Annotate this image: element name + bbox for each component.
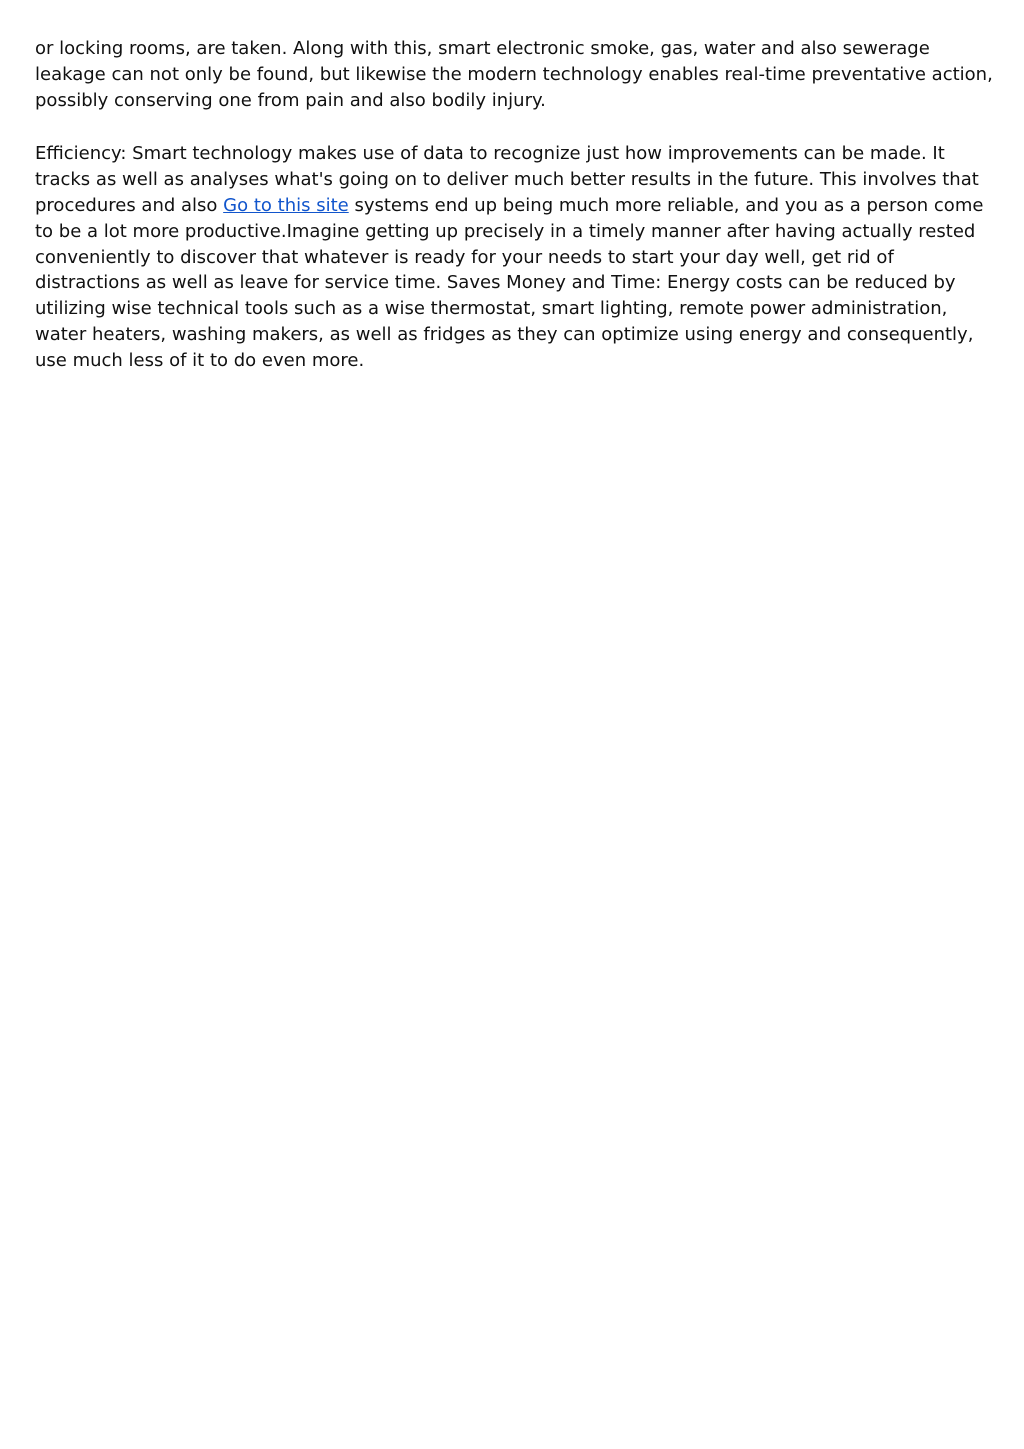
go-to-this-site-link[interactable]: Go to this site [223, 194, 349, 216]
paragraph-safety-text: or locking rooms, are taken. Along with this, smart electronic smoke, gas, water and also sewerage leakage can not only be found, but likewise the modern technology enables real-time preventative action, possibly conserving one from pain and also bodily injury. [35, 38, 993, 111]
paragraph-efficiency-text-after-link: systems end up being much more reliable, and you as a person come to be a lot more productive.Imagine getting up precisely in a timely manner after having actually rested conveniently to discover that whatever is ready for your needs to start your day well, get rid of distractions as well as leave for service time. Saves Money and Time: Energy costs can be reduced by utilizing wise technical tools such as a wise thermostat, smart lighting, remote power administration, water heaters, washing makers, as well as fridges as they can optimize using energy and consequently, use much less of it to do even more. [35, 194, 984, 371]
paragraph-safety [35, 36, 994, 113]
paragraph-efficiency [35, 141, 994, 373]
paragraph-efficiency-text-before-link: Efficiency: Smart technology makes use of data to recognize just how improvements can be made. It tracks as well as analyses what's going on to deliver much better results in the future. This involves that procedures and also [35, 143, 979, 216]
